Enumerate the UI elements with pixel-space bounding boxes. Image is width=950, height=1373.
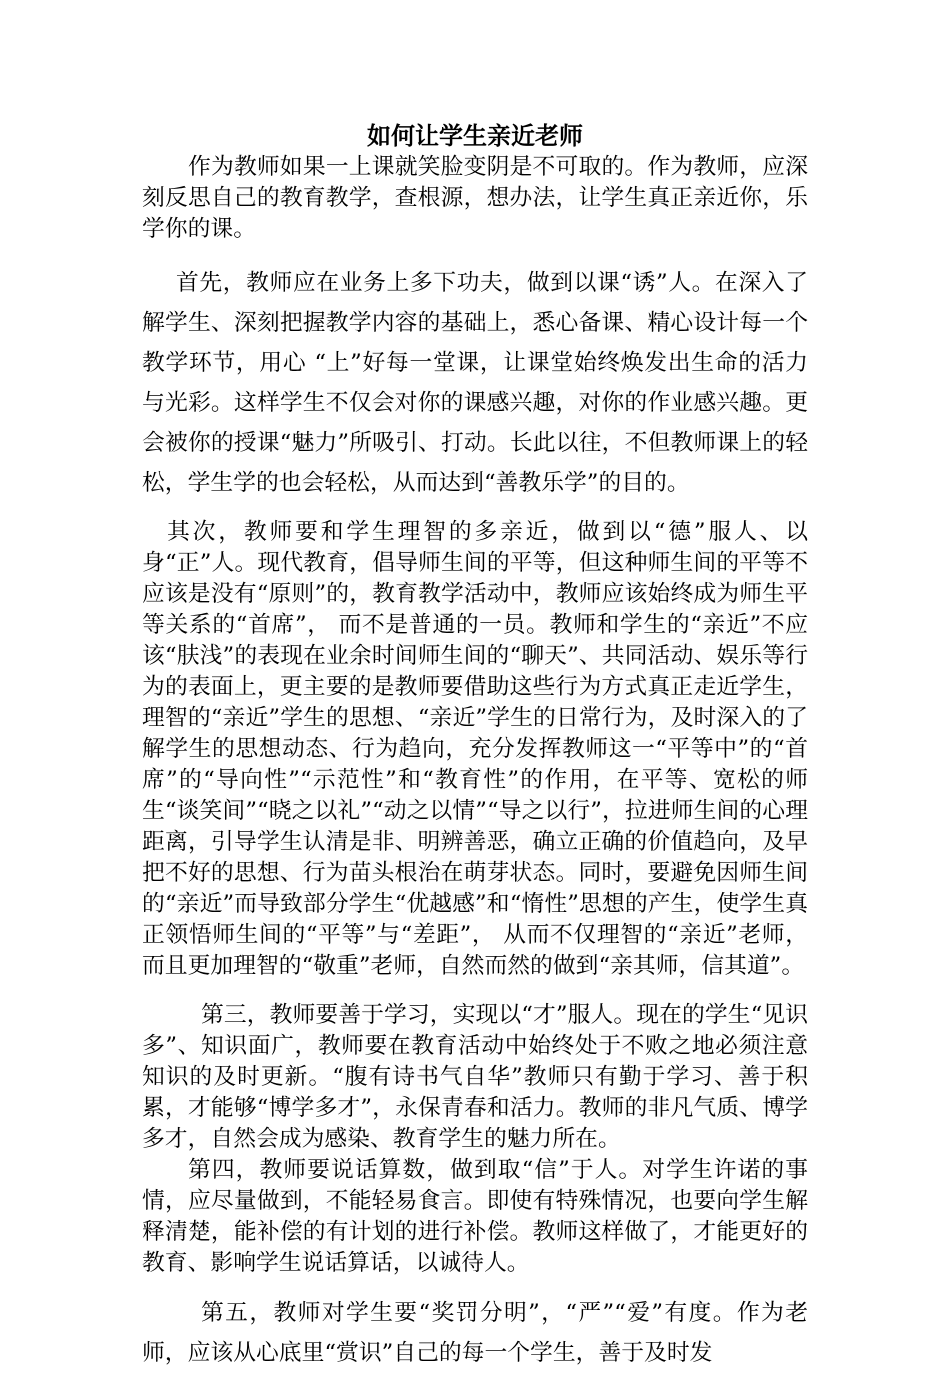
paragraph-second: 其次，教师要和学生理智的多亲近，做到以“德”服人、以身“正”人。现代教育，倡导师生间的平等，但这种师生间的平等不应该是没有“原则”的，教育教学活动中，教师应该始终成为师生平等关系的“首席”， 而不是普通的一员。教师和学生的“亲近”不应该“肤浅”的表现在业余时间师生间的“聊天”、共同活动、娱乐等行为的表面上，更主要的是教师要借助这些行为方式真正走近学生，理智的“亲近”学生的思想、“亲近”学生的日常行为，及时深入的了解学生的思想动态、行为趋向，充分发挥教师这一“平等中”的“首席”的“导向性”“示范性”和“教育性”的作用，在平等、宽松的师生“谈笑间”“晓之以礼”“动之以情”“导之以行”，拉进师生间的心理距离，引导学生认清是非、明辨善恶，确立正确的价值趋向，及早把不好的思想、行为苗头根治在萌芽状态。同时，要避免因师生间的“亲近”而导致部分学生“优越感”和“惰性”思想的产生，使学生真正领悟师生间的“平等”与“差距”， 从而不仅理智的“亲近”老师，而且更加理智的“敬重”老师，自然而然的做到“亲其师，信其道”。 <box>142 519 808 979</box>
paragraph-third: 第三，教师要善于学习，实现以“才”服人。现在的学生“见识多”、知识面广，教师要在教育活动中始终处于不败之地必须注意知识的及时更新。“腹有诗书气自华”教师只有勤于学习、善于积累，才能够“博学多才”，永保青春和活力。教师的非凡气质、博学多才，自然会成为感染、教育学生的魅力所在。 <box>142 1002 808 1152</box>
paragraph-fourth: 第四，教师要说话算数，做到取“信”于人。对学生许诺的事情，应尽量做到，不能轻易食言。即使有特殊情况，也要向学生解释清楚，能补偿的有计划的进行补偿。教师这样做了，才能更好的教育、影响学生说话算话，以诚待人。 <box>142 1157 808 1276</box>
paragraph-first: 首先，教师应在业务上多下功夫，做到以课“诱”人。在深入了解学生、深刻把握教学内容的基础上，悉心备课、精心设计每一个教学环节，用心 “上”好每一堂课，让课堂始终焕发出生命的活力与光彩。这样学生不仅会对你的课感兴趣，对你的作业感兴趣。更会被你的授课“魅力”所吸引、打动。长此以往，不但教师课上的轻松，学生学的也会轻松，从而达到“善教乐学”的目的。 <box>142 270 808 496</box>
paragraph-intro: 作为教师如果一上课就笑脸变阴是不可取的。作为教师，应深刻反思自己的教育教学，查根源，想办法，让学生真正亲近你，乐学你的课。 <box>142 154 808 242</box>
document-title: 如何让学生亲近老师 <box>367 121 583 150</box>
paragraph-fifth: 第五，教师对学生要“奖罚分明”，“严”“爱”有度。作为老师，应该从心底里“赏识”自己的每一个学生，善于及时发 <box>142 1300 808 1366</box>
